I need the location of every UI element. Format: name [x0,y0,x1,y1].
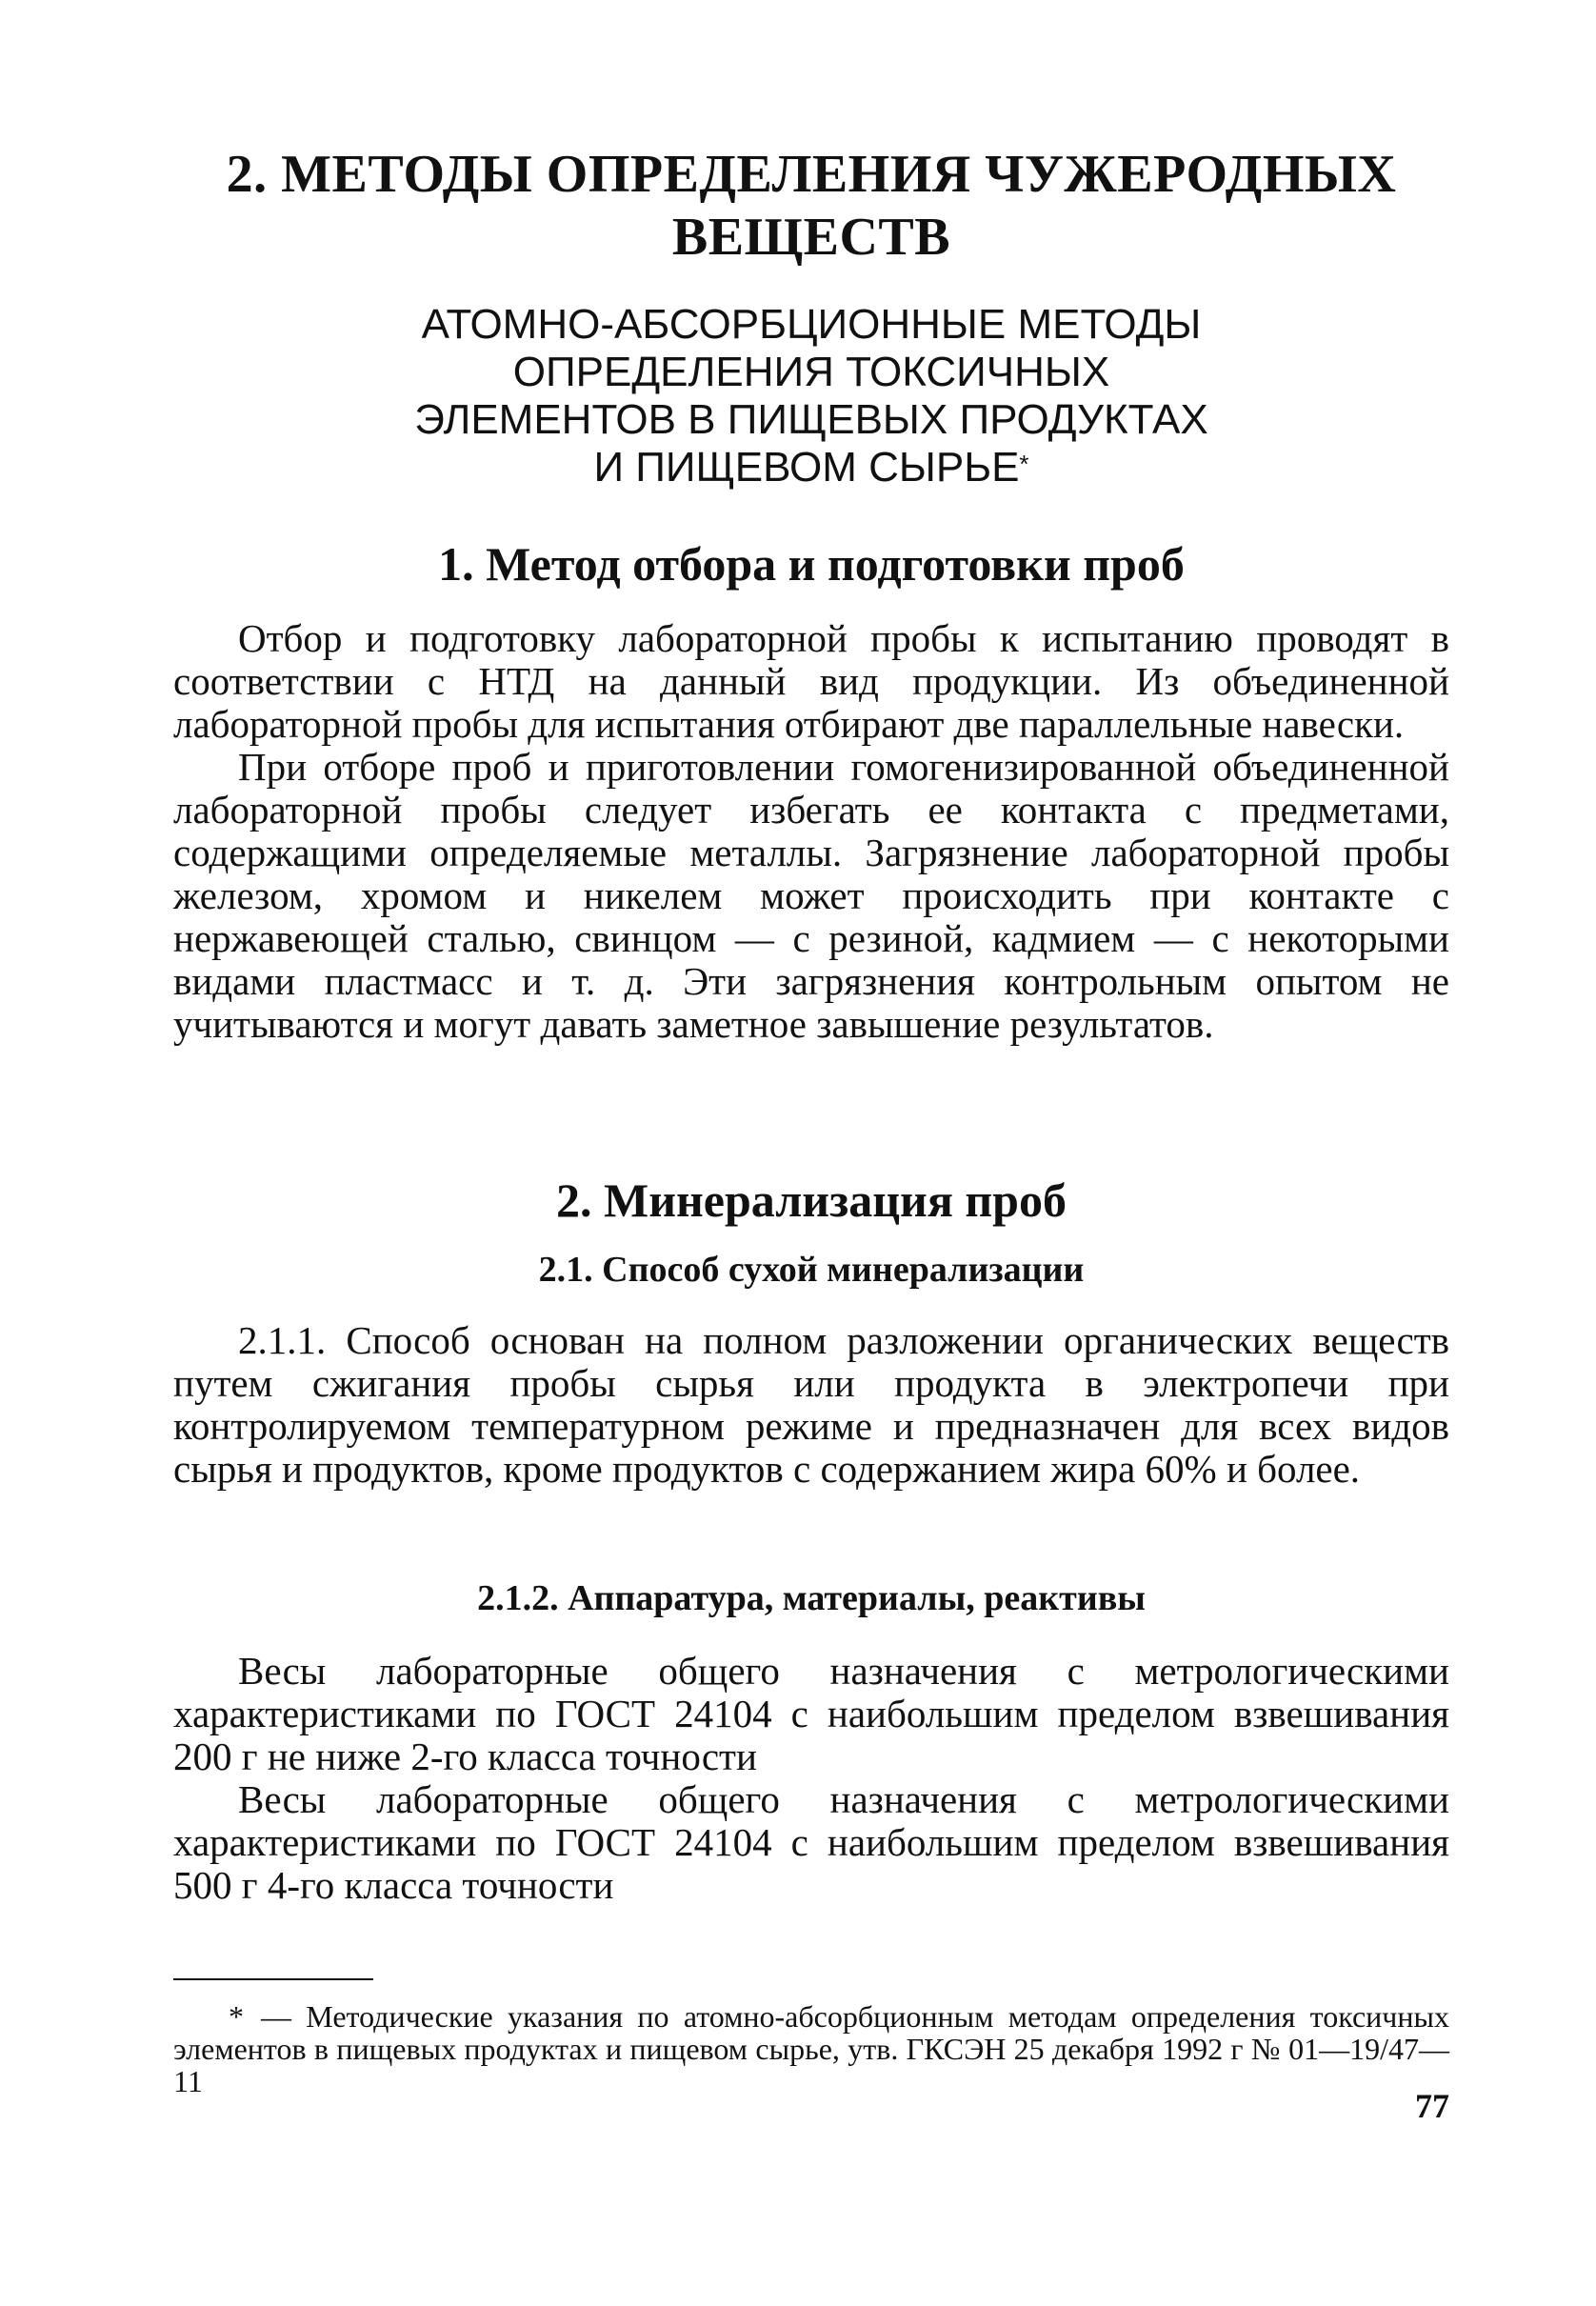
section-2-1-2 [173,1576,1449,1620]
document-title-line-2: ОПРЕДЕЛЕНИЯ ТОКСИЧНЫХ [512,349,1110,395]
section-1 [173,535,1449,592]
section-2-1-2-paragraph-1: Весы лабораторные общего назначения с метрологическими характеристиками по ГОСТ 24104 с наибольшим пределом взвешивания 200 г не ниже 2-го класса точности [173,1649,1449,1778]
section-1-paragraph-2: При отборе проб и приготовлении гомогенизированной объединенной лабораторной пробы следует избегать ее контакта с предметами, содержащими определяемые металлы. Загрязнение лабораторной пробы железом, хромом и никелем может происходить при контакте с нержавеющей сталью, свинцом — с резиной, кадмием — с некоторыми видами пластмасс и т. д. Эти загрязнения контрольным опытом не учитываются и могут давать заметное завышение результатов. [173,745,1449,1046]
document-title-line-3: ЭЛЕМЕНТОВ В ПИЩЕВЫХ ПРОДУКТАХ [414,396,1208,443]
section-2 [173,1172,1449,1229]
section-1-paragraph-1: Отбор и подготовку лабораторной пробы к испытанию проводят в соответствии с НТД на данный вид продукции. Из объединенной лабораторной пробы для испытания отбирают две параллельные навески. [173,616,1449,746]
section-2-1-2-paragraph-2: Весы лабораторные общего назначения с метрологическими характеристиками по ГОСТ 24104 с наибольшим пределом взвешивания 500 г 4-го класса точности [173,1777,1449,1907]
section-2-1-1 [173,1319,1449,1491]
section-1-heading: 1. Метод отбора и подготовки проб [438,537,1185,591]
document-title-line-1: АТОМНО-АБСОРБЦИОННЫЕ МЕТОДЫ [421,301,1202,348]
section-2-1-2-heading: 2.1.2. Аппаратура, материалы, реактивы [477,1578,1146,1618]
chapter-title [173,143,1449,269]
section-2-1-2-body [173,1650,1449,1907]
footnote-mark: * [229,1999,244,2034]
chapter-title-line-2: ВЕЩЕСТВ [671,208,951,267]
footnote-divider [173,1978,373,1980]
chapter-title-line-1: 2. МЕТОДЫ ОПРЕДЕЛЕНИЯ ЧУЖЕРОДНЫХ [226,145,1397,204]
footnote-text: — Методические указания по атомно-абсорбционным методам определения токсичных элементов в пищевых продуктах и пищевом сырье, утв. ГКСЭН 25 декабря 1992 г № 01—19/47—11 [173,1999,1449,2098]
document-title [173,301,1449,491]
document-title-line-4: И ПИЩЕВОМ СЫРЬЕ [593,444,1020,491]
footnote [173,2000,1449,2097]
footnote-reference-mark: * [1019,450,1029,478]
section-2-1-1-paragraph: 2.1.1. Способ основан на полном разложении органических веществ путем сжигания пробы сырья или продукта в электропечи при контролируемом температурном режиме и предназначен для всех видов сырья и продуктов, кроме продуктов с содержанием жира 60% и более. [173,1318,1449,1491]
section-2-1-heading: 2.1. Способ сухой минерализации [538,1250,1085,1290]
page-number: 77 [1415,2087,1449,2125]
section-2-heading: 2. Минерализация проб [556,1173,1067,1227]
section-1-body [173,617,1449,1046]
section-2-1 [173,1248,1449,1292]
